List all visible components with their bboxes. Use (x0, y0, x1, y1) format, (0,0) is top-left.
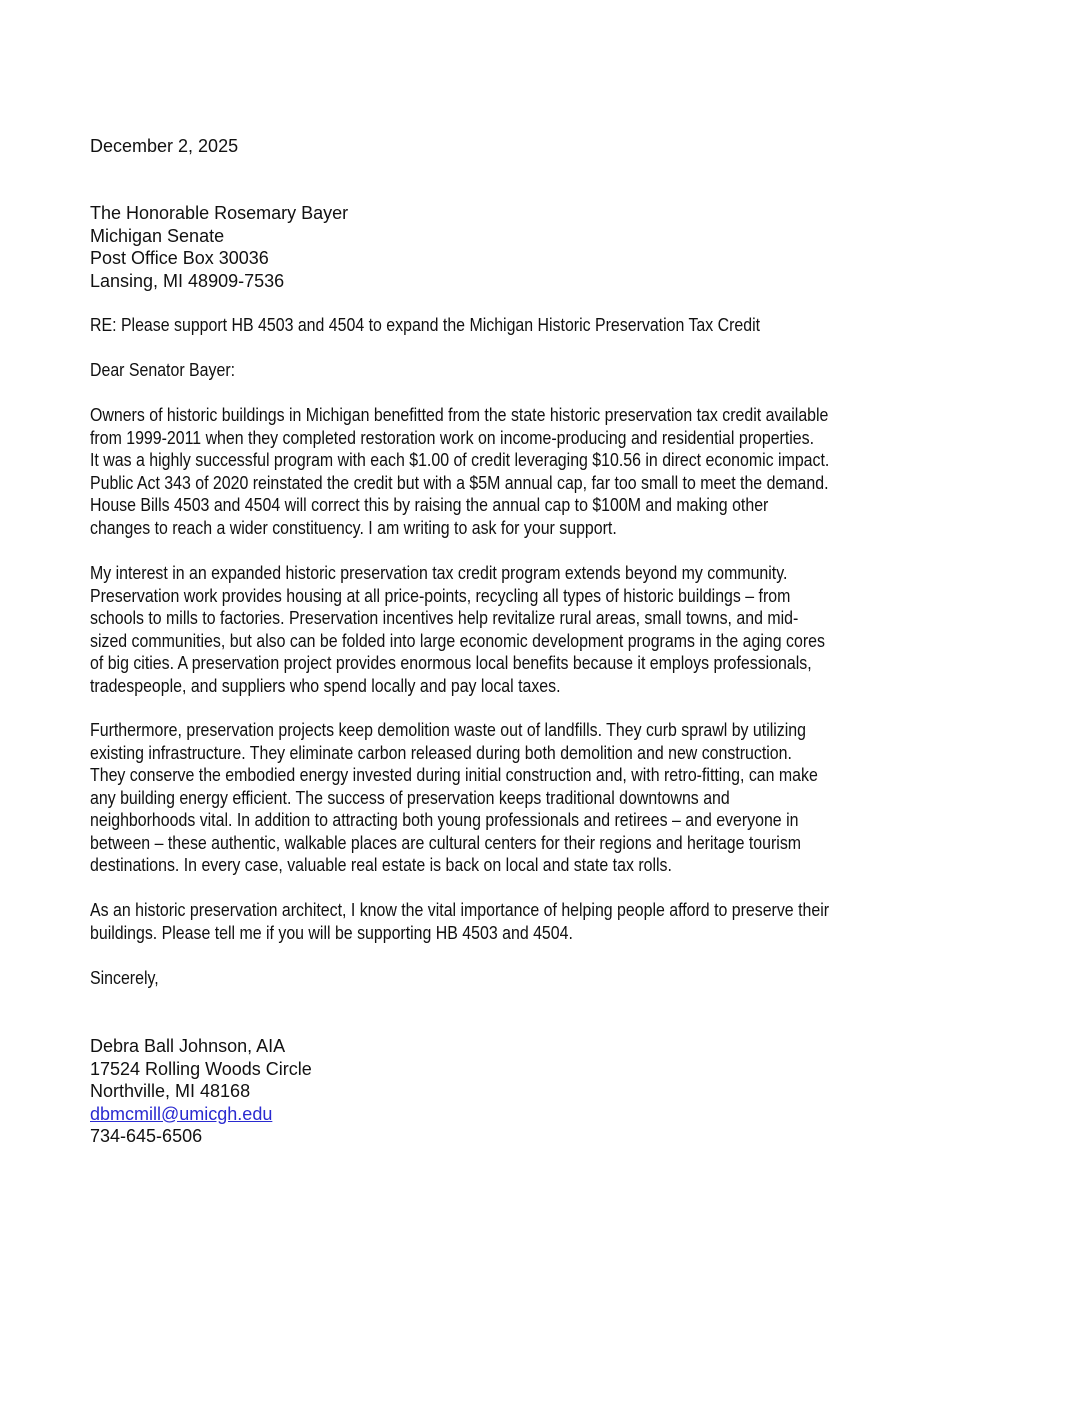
paragraph-line: Furthermore, preservation projects keep demolition waste out of landfills. They curb sprawl by utilizing (90, 719, 806, 740)
paragraph-line: of big cities. A preservation project provides enormous local benefits because it employs professionals, (90, 652, 812, 673)
recipient-organization: Michigan Senate (90, 225, 225, 246)
closing: Sincerely, (90, 967, 159, 988)
letter-date: December 2, 2025 (90, 136, 239, 156)
paragraph-line: destinations. In every case, valuable real estate is back on local and state tax rolls. (90, 854, 672, 875)
letter-date-block (90, 135, 238, 158)
subject-line: RE: Please support HB 4503 and 4504 to expand the Michigan Historic Preservation Tax Credit (90, 314, 761, 335)
signer-name: Debra Ball Johnson, AIA (90, 1036, 286, 1056)
body-paragraph-3 (90, 719, 936, 877)
paragraph-line: tradespeople, and suppliers who spend locally and pay local taxes. (90, 674, 561, 696)
body-paragraph-4 (90, 899, 949, 944)
recipient-po-box: Post Office Box 30036 (90, 248, 269, 268)
paragraph-line: As an historic preservation architect, I know the vital importance of helping people afford to preserve their (90, 899, 830, 920)
closing-block (90, 967, 170, 990)
recipient-name: The Honorable Rosemary Bayer (90, 203, 349, 223)
signer-email-link[interactable]: dbmcmill@umicgh.edu (90, 1103, 273, 1124)
paragraph-line: changes to reach a wider constituency. I am writing to ask for your support. (90, 516, 617, 538)
salutation: Dear Senator Bayer: (90, 359, 236, 380)
recipient-city-state-zip: Lansing, MI 48909-7536 (90, 270, 285, 291)
paragraph-line: from 1999-2011 when they completed restoration work on income-producing and residential properties. (90, 426, 815, 448)
signer-phone: 734-645-6506 (90, 1126, 203, 1146)
paragraph-line: It was a highly successful program with each $1.00 of credit leveraging $10.56 in direct economic impact. (90, 449, 830, 470)
signer-street-address: 17524 Rolling Woods Circle (90, 1058, 312, 1079)
paragraph-line: Public Act 343 of 2020 reinstated the credit but with a $5M annual cap, far too small to meet the demand. (90, 471, 829, 493)
paragraph-line: Owners of historic buildings in Michigan benefitted from the state historic preservation tax credit available (90, 404, 829, 425)
paragraph-line: They conserve the embodied energy invested during initial construction and, with retro-fitting, can make (90, 764, 818, 785)
signer-city-state-zip: Northville, MI 48168 (90, 1081, 251, 1101)
body-paragraph-1 (90, 404, 950, 539)
paragraph-line: any building energy efficient. The success of preservation keeps traditional downtowns and (90, 786, 730, 808)
paragraph-line: between – these authentic, walkable places are cultural centers for their regions and heritage tourism (90, 831, 802, 853)
recipient-address (90, 202, 348, 292)
signature-block (90, 1035, 312, 1148)
paragraph-line: sized communities, but also can be folded into large economic development programs in the aging cores (90, 629, 825, 651)
paragraph-line: buildings. Please tell me if you will be supporting HB 4503 and 4504. (90, 921, 573, 943)
paragraph-line: schools to mills to factories. Preservation incentives help revitalize rural areas, small towns, and mid- (90, 607, 799, 628)
salutation-block (90, 359, 259, 382)
paragraph-line: Preservation work provides housing at all price-points, recycling all types of historic buildings – from (90, 584, 791, 606)
paragraph-line: House Bills 4503 and 4504 will correct this by raising the annual cap to $100M and making other (90, 494, 769, 515)
subject-line-block (90, 314, 869, 337)
paragraph-line: neighborhoods vital. In addition to attracting both young professionals and retirees – and everyone in (90, 809, 799, 830)
paragraph-line: My interest in an expanded historic preservation tax credit program extends beyond my community. (90, 562, 788, 583)
paragraph-line: existing infrastructure. They eliminate carbon released during both demolition and new construction. (90, 741, 792, 763)
body-paragraph-2 (90, 562, 945, 697)
